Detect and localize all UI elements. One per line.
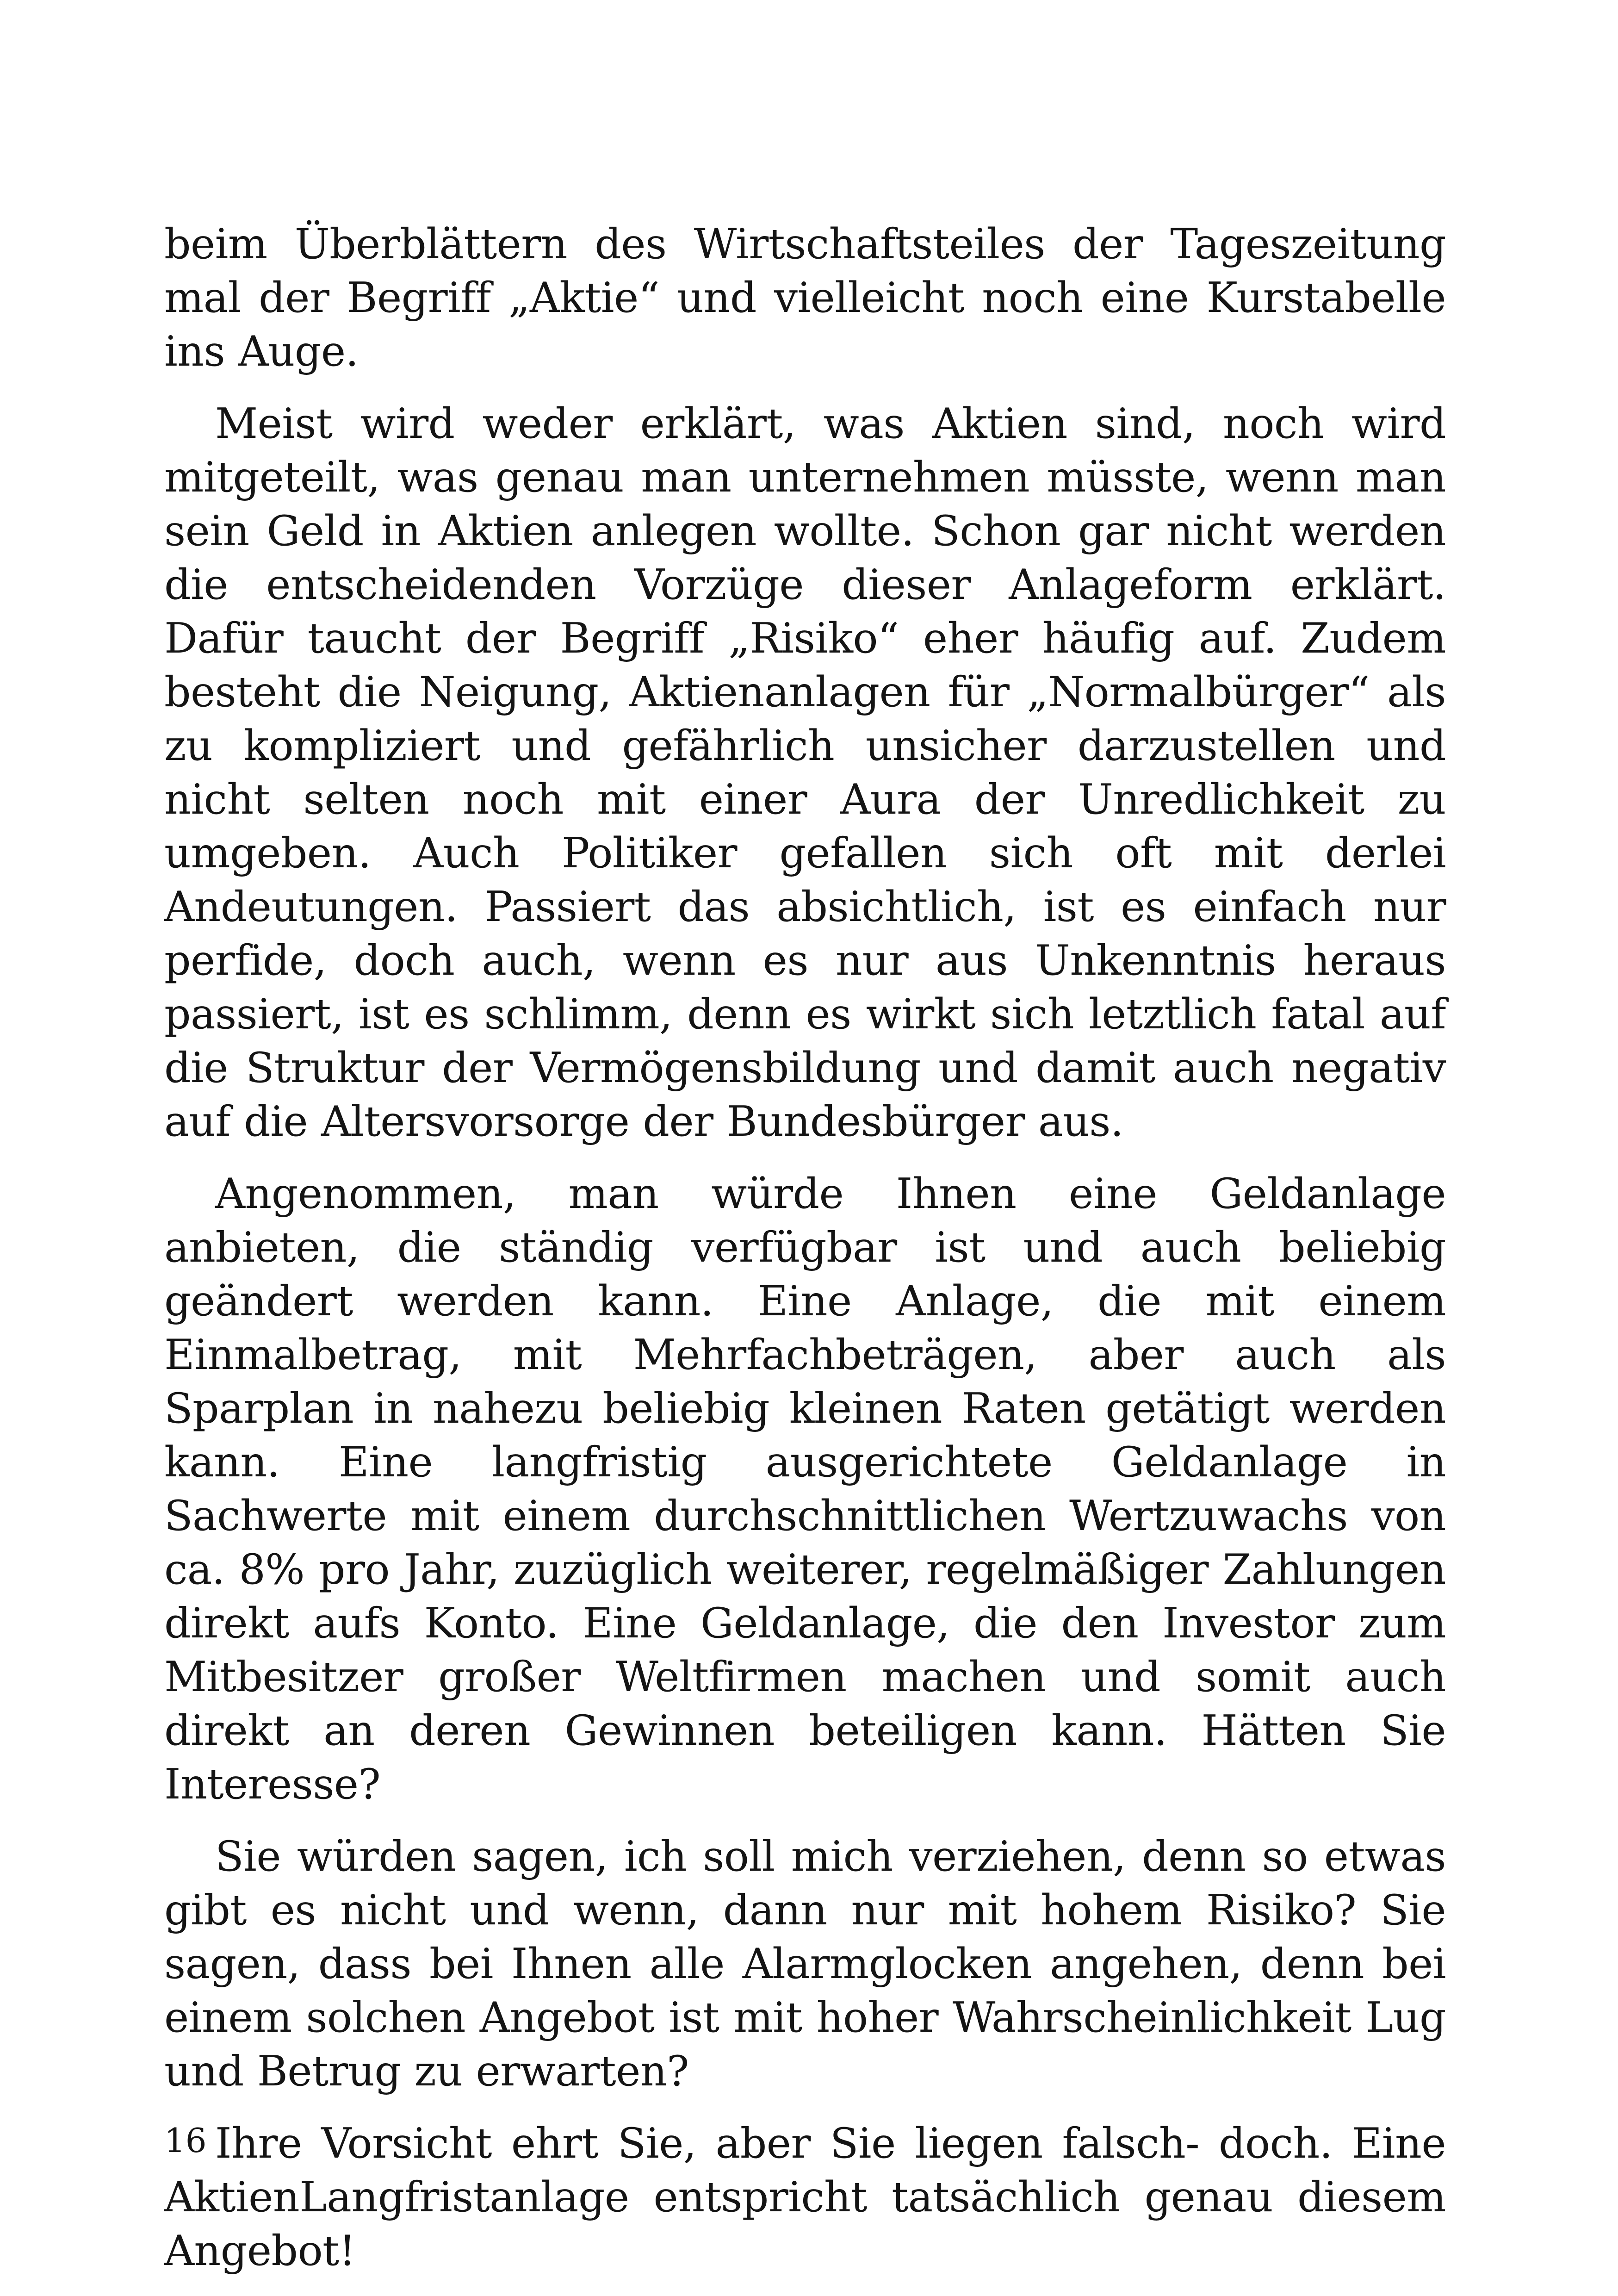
page-number: 16 xyxy=(164,2121,207,2160)
paragraph-reader-skepticism: Sie würden sagen, ich soll mich verziehen, denn so etwas gibt es nicht und wenn, dann nur mit hohem Risiko? Sie sagen, dass bei Ihnen alle Alarmglocken angehen, denn bei einem solchen Angebot ist mit hoher Wahrscheinlichkeit Lug und Betrug zu erwarten? xyxy=(164,1832,1446,2096)
paragraph-continued: beim Überblättern des Wirtschaftsteiles der Tageszeitung mal der Begriff „Aktie“ und vielleicht noch eine Kurstabelle ins Auge. xyxy=(164,220,1446,376)
paragraph-media-coverage: Meist wird weder erklärt, was Aktien sind, noch wird mitgeteilt, was genau man unternehmen müsste, wenn man sein Geld in Aktien anlegen wollte. Schon gar nicht werden die entscheidenden Vorzüge dieser Anlageform erklärt. Dafür taucht der Begriff „Risiko“ eher häufig auf. Zudem besteht die Neigung, Aktienanlagen für „Normalbürger“ als zu kompliziert und gefährlich unsicher darzustellen und nicht selten noch mit einer Aura der Unredlichkeit zu umgeben. Auch Politiker gefallen sich oft mit derlei Andeutungen. Passiert das absichtlich, ist es einfach nur perfide, doch auch, wenn es nur aus Unkenntnis heraus passiert, ist es schlimm, denn es wirkt sich letztlich fatal auf die Struktur der Vermögensbildung und damit auch negativ auf die Altersvorsorge der Bundesbürger aus. xyxy=(164,399,1446,1146)
body-text xyxy=(164,218,1446,2278)
paragraph-investment-offer: Angenommen, man würde Ihnen eine Geldanlage anbieten, die ständig verfügbar ist und auch beliebig geändert werden kann. Eine Anlage, die mit einem Einmalbetrag, mit Mehrfachbeträgen, aber auch als Sparplan in nahezu beliebig kleinen Raten getätigt werden kann. Eine langfristig ausgerichtete Geldanlage in Sachwerte mit einem durchschnittlichen Wertzuwachs von ca. 8% pro Jahr, zuzüglich weiterer, regelmäßiger Zahlungen direkt aufs Konto. Eine Geldanlage, die den Investor zum Mitbesitzer großer Weltfirmen machen und somit auch direkt an deren Gewinnen beteiligen kann. Hätten Sie Interesse? xyxy=(164,1170,1446,1809)
paragraph-conclusion: Ihre Vorsicht ehrt Sie, aber Sie liegen falsch- doch. Eine AktienLangfristanlage entspricht tatsächlich genau diesem Angebot! xyxy=(164,2119,1446,2275)
